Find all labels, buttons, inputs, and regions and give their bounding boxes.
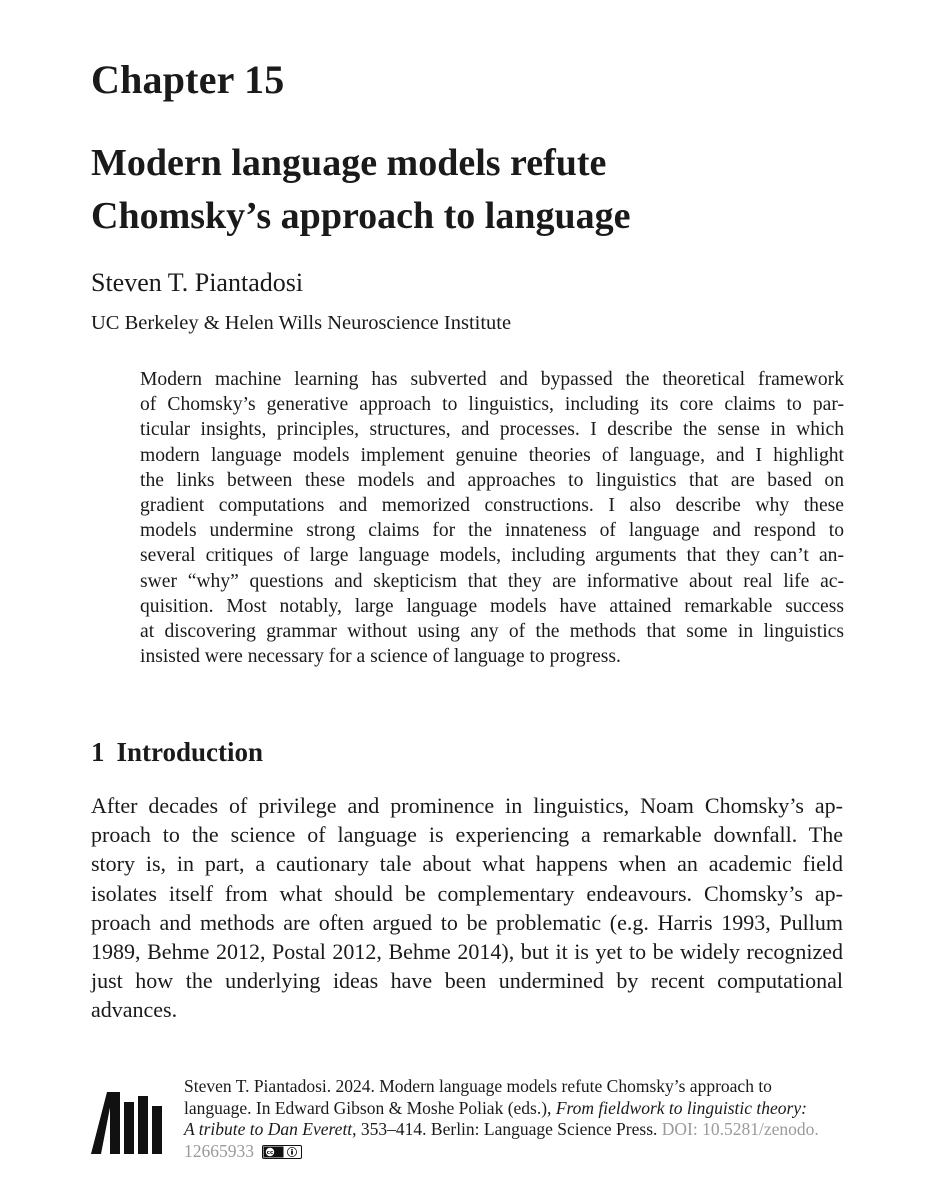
book-subtitle: A tribute to Dan Everett [184,1119,353,1139]
chapter-title-line: Modern language models refute [91,142,607,184]
chapter-title [91,137,871,243]
chapter-title-line: Chomsky’s approach to language [91,195,631,237]
cc-by-license-icon [262,1145,302,1159]
abstract-line: of Chomsky’s generative approach to linguistics, including its core claims to par- [140,394,844,416]
chapter-label: Chapter 15 [91,57,285,102]
doi-link[interactable]: DOI: 10.5281/zenodo. [661,1119,819,1139]
body-line: just how the underlying ideas have been undermined by recent computational [91,968,843,994]
citation-line [184,1141,844,1163]
abstract-line: models undermine strong claims for the innateness of language and respond to [140,520,844,542]
section-body [91,791,843,1025]
abstract-line: gradient computations and memorized constructions. I also describe why these [140,495,844,517]
abstract-line: quisition. Most notably, large language models have attained remarkable success [140,595,844,617]
body-line: proach to the science of language is experiencing a remarkable downfall. The [91,822,843,848]
author-affiliation: UC Berkeley & Helen Wills Neuroscience Institute [91,312,512,334]
body-line: 1989, Behme 2012, Postal 2012, Behme 2014), but it is yet to be widely recognized [91,939,843,965]
abstract-line: at discovering grammar without using any of the methods that some in linguistics [140,621,844,643]
abstract-line: modern language models implement genuine theories of language, and I highlight [140,444,844,466]
abstract [140,367,844,669]
abstract-line: several critiques of large language models, including arguments that they can’t an- [140,545,844,567]
body-line: story is, in part, a cautionary tale about what happens when an academic field [91,851,843,877]
citation-text [184,1076,844,1162]
section-heading [91,735,263,769]
citation-line [184,1119,844,1141]
citation-text-plain: , 353–414. Berlin: Language Science Press. [352,1119,662,1139]
abstract-line: ticular insights, principles, structures, and processes. I describe the sense in which [140,419,844,441]
abstract-line: Modern machine learning has subverted and bypassed the theoretical framework [140,369,844,390]
body-line: proach and methods are often argued to be problematic (e.g. Harris 1993, Pullum [91,909,843,935]
abstract-line: swer “why” questions and skepticism that they are informative about real life ac- [140,570,844,592]
author-name: Steven T. Piantadosi [91,268,304,297]
citation-text-plain: language. In Edward Gibson & Moshe Poliak (eds.), [184,1097,556,1118]
cc-license-text: cc [266,1150,274,1157]
publisher-logo-icon [91,1090,166,1154]
body-line: advances. [91,997,178,1023]
citation-line [184,1098,844,1120]
section-title: Introduction [116,737,264,767]
citation-line: Steven T. Piantadosi. 2024. Modern language models refute Chomsky’s approach to [184,1076,772,1096]
citation-footer [91,1076,851,1166]
body-line: isolates itself from what should be complementary endeavours. Chomsky’s ap- [91,880,843,906]
book-title: From fieldwork to linguistic theory: [555,1097,807,1118]
doi-link-continued[interactable]: 12665933 [184,1140,254,1161]
body-line: After decades of privilege and prominence in linguistics, Noam Chomsky’s ap- [91,793,843,818]
abstract-line: insisted were necessary for a science of language to progress. [140,646,621,668]
abstract-line: the links between these models and approaches to linguistics that are based on [140,469,844,491]
section-number: 1 [91,737,105,767]
